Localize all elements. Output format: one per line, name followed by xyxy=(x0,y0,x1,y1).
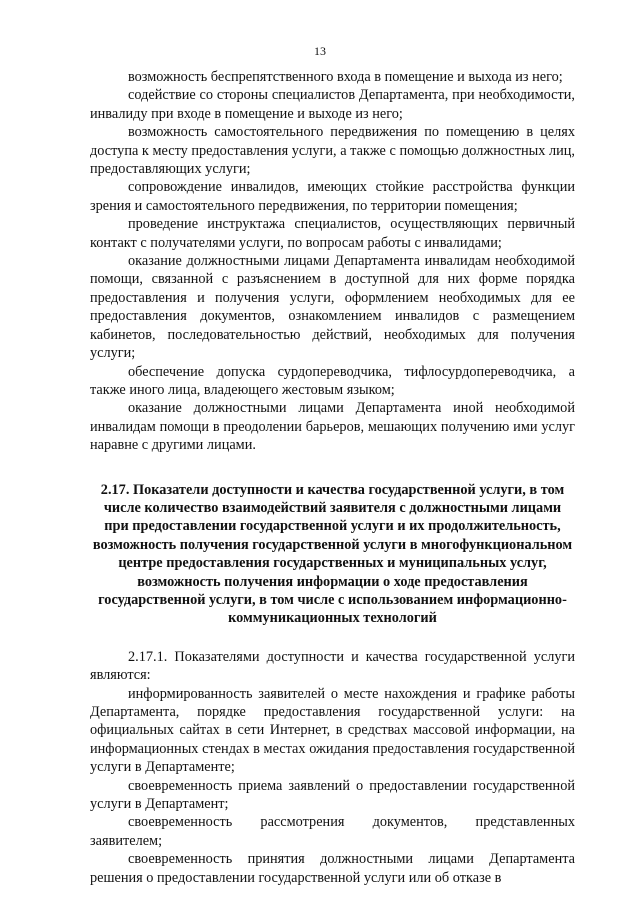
paragraph: возможность беспрепятственного входа в помещение и выхода из него; xyxy=(128,69,563,85)
paragraph: 2.17.1. Показателями доступности и качества государственной услуги являются: xyxy=(90,648,575,684)
paragraph: оказание должностными лицами Департамента инвалидам необходимой помощи, связанной с разъяснением в доступной для них форме порядка предоставления и получения услуги, оформлением необходимых для ее предоставления документов, ознакомлением инвалидов с размещением кабинетов, последовательностью действий, необходимых для получения услуги; xyxy=(90,253,575,362)
paragraph: содействие со стороны специалистов Департамента, при необходимости, инвалиду при входе в помещение и выходе из него; xyxy=(90,87,575,122)
page-number: 13 xyxy=(314,44,326,58)
document-body xyxy=(90,68,575,887)
paragraph: информированность заявителей о месте нахождения и графике работы Департамента, порядке предоставления государственной услуги: на официальных сайтах в сети Интернет, в средствах массовой информации, на информационных стендах в местах ожидания предоставления государственной услуги в Департаменте; xyxy=(90,685,575,776)
section-heading: 2.17. Показатели доступности и качества государственной услуги, в том числе количество взаимодействий заявителя с должностными лицами при предоставлении государственной услуги и их продолжительность, возможность получения государственной услуги в многофункциональном центре предоставления государственных и муниципальных услуг, возможность получения информации о ходе предоставления государственной услуги, в том числе с использованием информационно-коммуникационных технологий xyxy=(92,481,573,627)
paragraph: проведение инструктажа специалистов, осуществляющих первичный контакт с получателями услуги, по вопросам работы с инвалидами; xyxy=(90,216,575,251)
paragraph: сопровождение инвалидов, имеющих стойкие расстройства функции зрения и самостоятельного передвижения, по территории помещения; xyxy=(90,179,575,214)
paragraph: оказание должностными лицами Департамента иной необходимой инвалидам помощи в преодолении барьеров, мешающих получению ими услуг наравне с другими лицами. xyxy=(90,400,575,454)
paragraph: своевременность рассмотрения документов, представленных заявителем; xyxy=(90,814,575,849)
paragraph: возможность самостоятельного передвижения по помещению в целях доступа к месту предоставления услуги, а также с помощью должностных лиц, предоставляющих услуги; xyxy=(90,124,575,178)
paragraph: своевременность принятия должностными лицами Департамента решения о предоставлении государственной услуги или об отказе в xyxy=(90,851,575,886)
paragraph: обеспечение допуска сурдопереводчика, тифлосурдопереводчика, а также иного лица, владеющего жестовым языком; xyxy=(90,363,575,398)
paragraph: своевременность приема заявлений о предоставлении государственной услуги в Департамент; xyxy=(90,777,575,813)
